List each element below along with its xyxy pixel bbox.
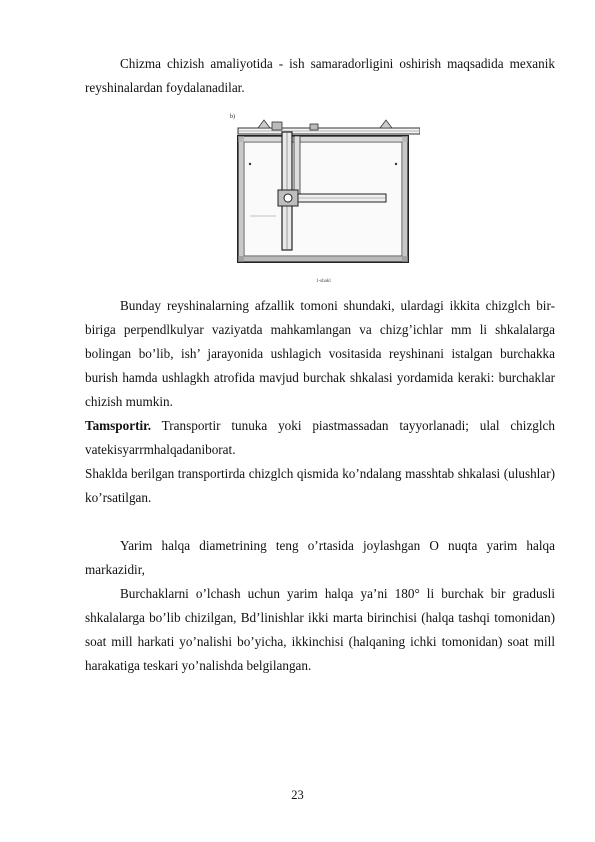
paragraph-intro: Chizma chizish amaliyotida - ish samaradorligini oshirish maqsadida mexanik reyshinalardan foydalanadilar. bbox=[85, 56, 555, 95]
paragraph-scale: Shaklda berilgan transportirda chizglch qismida ko’ndalang masshtab shkalasi (ulushlar) ko’rsatilgan. bbox=[85, 466, 555, 505]
drafting-machine-figure bbox=[85, 106, 555, 286]
paragraph-center: Yarim halqa diametrining teng o’rtasida joylashgan O nuqta yarim halqa markazidir, bbox=[85, 538, 555, 577]
page-body bbox=[85, 52, 555, 678]
transportir-heading: Tamsportir. bbox=[85, 418, 152, 433]
paragraph-transportir bbox=[85, 414, 555, 462]
paragraph-degrees: Burchaklarni o’lchash uchun yarim halqa ya’ni 180° li burchak bir gradusli shkalalarga bo’lib chizilgan, Bd’linishlar ikki marta birinchisi (halqa tashqi tomonidan) soat mill harkati yo’nalishi bo’yicha, ikkinchisi (halqaning ichki tomonidan) soat mill harakatiga teskari yo’nalishda belgilangan. bbox=[85, 586, 555, 673]
drafting-machine-illustration bbox=[220, 106, 420, 286]
paragraph-advantages: Bunday reyshinalarning afzallik tomoni shundaki, ulardagi ikkita chizglch bir-biriga perpendlkulyar vaziyatda mahkamlangan va chizg’ichlar mm li shkalalarga bolingan bo’lib, ish’ jarayonida ushlagich vositasida reyshinani istalgan burchakka burish hamda ushlagkh atrofida mavjud burchak shkalasi yordamida keraki: burchaklar chizish mumkin. bbox=[85, 298, 555, 409]
figure-caption: 1-shakl bbox=[316, 279, 331, 284]
blank-line bbox=[85, 510, 555, 534]
transportir-text: Transportir tunuka yoki piastmassadan tayyorlanadi; ulal chizglch vatekisyarrmhalqadaniborat. bbox=[85, 418, 555, 457]
figure-panel-label: b) bbox=[230, 114, 235, 120]
page-number: 23 bbox=[291, 788, 304, 802]
